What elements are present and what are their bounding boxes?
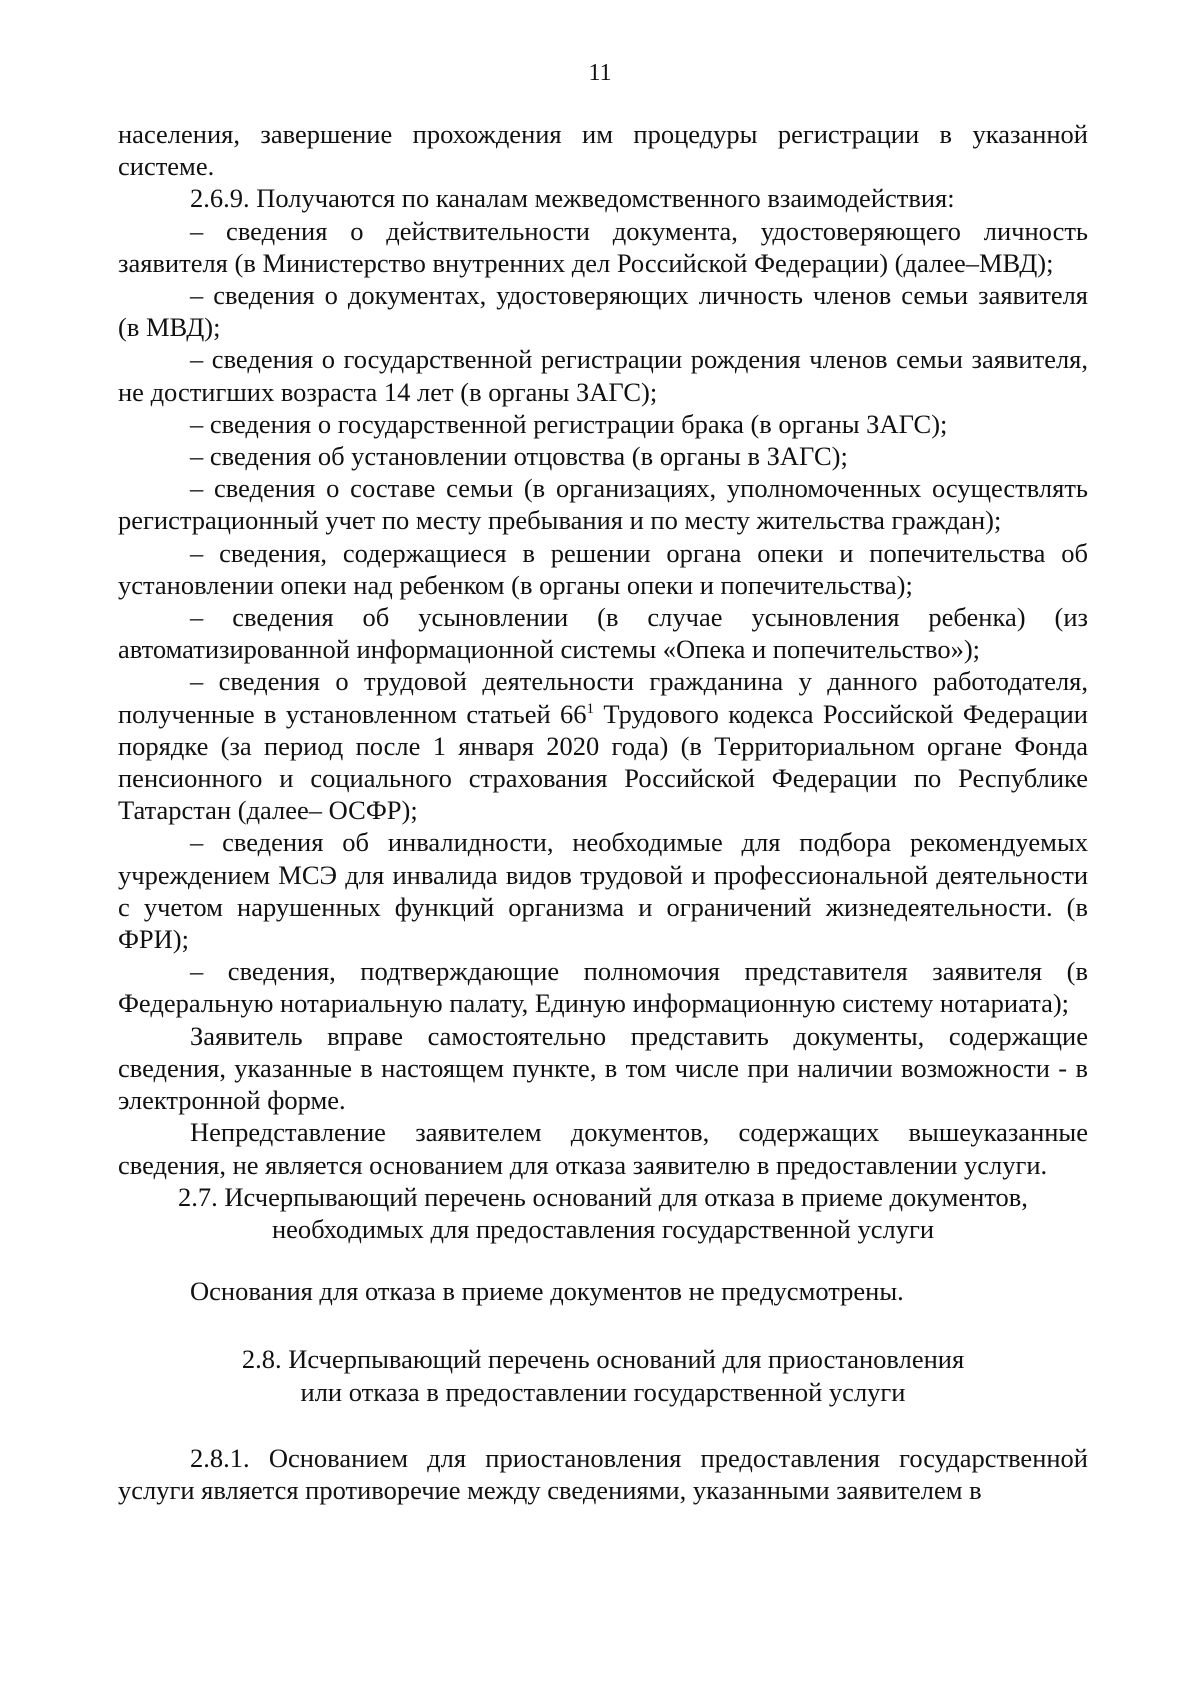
paragraph-2-8-1: 2.8.1. Основанием для приостановления предоставления государственной услуги является противоречие между сведениями, указанными заявителем в <box>118 1442 1088 1505</box>
list-item-labor-activity <box>118 665 1088 826</box>
list-item-disability: – сведения об инвалидности, необходимые для подбора рекомендуемых учреждением МСЭ для инвалида видов трудовой и профессиональной деятельности с учетом нарушенных функций организма и ограничений жизнедеятельности. (в ФРИ); <box>118 827 1088 955</box>
spacer <box>118 1245 1088 1275</box>
heading-2-8-line2: или отказа в предоставлении государственной услуги <box>300 1376 906 1407</box>
spacer <box>118 1307 1088 1343</box>
section-heading-2-7 <box>118 1181 1088 1245</box>
list-item-representative: – сведения, подтверждающие полномочия представителя заявителя (в Федеральную нотариальную палату, Единую информационную систему нотариата); <box>118 956 1088 1019</box>
list-item-paternity: – сведения об установлении отцовства (в органы в ЗАГС); <box>190 441 848 472</box>
document-body <box>118 118 1088 1506</box>
paragraph-2-7-text: Основания для отказа в приеме документов не предусмотрены. <box>190 1276 904 1307</box>
labor-text-after: Трудового кодекса Российской Федерации порядке (за период после 1 января 2020 года) (в Территориальном органе Фонда пенсионного и социального страхования Российской Федерации по Республике Татарстан (далее– ОСФР); <box>118 698 1088 826</box>
list-item-mvd-identity: – сведения о действительности документа, удостоверяющего личность заявителя (в Министерство внутренних дел Российской Федерации) (далее–МВД); <box>118 215 1088 278</box>
labor-text-before: – сведения о трудовой деятельности гражданина у данного работодателя, полученные в установленном статьей 66 <box>118 666 1088 729</box>
heading-2-7-line1: 2.7. Исчерпывающий перечень оснований для отказа в приеме документов, <box>178 1181 1028 1212</box>
list-item-family-composition: – сведения о составе семьи (в организациях, уполномоченных осуществлять регистрационный учет по месту пребывания и по месту жительства граждан); <box>118 473 1088 536</box>
list-item-adoption: – сведения об усыновлении (в случае усыновления ребенка) (из автоматизированной информационной системы «Опека и попечительство»); <box>118 602 1088 665</box>
heading-2-8-line1: 2.8. Исчерпывающий перечень оснований для приостановления <box>241 1344 965 1375</box>
page-number: 11 <box>588 60 612 86</box>
spacer <box>118 1408 1088 1442</box>
paragraph-continuation: населения, завершение прохождения им процедуры регистрации в указанной системе. <box>118 119 1088 182</box>
paragraph-2-6-9: 2.6.9. Получаются по каналам межведомственного взаимодействия: <box>190 183 955 214</box>
list-item-guardianship: – сведения, содержащиеся в решении органа опеки и попечительства об установлении опеки над ребенком (в органы опеки и попечительства); <box>118 537 1088 600</box>
paragraph-non-submission: Непредставление заявителем документов, содержащих вышеуказанные сведения, не является основанием для отказа заявителю в предоставлении услуги. <box>118 1117 1088 1180</box>
list-item-marriage-registration: – сведения о государственной регистрации брака (в органы ЗАГС); <box>190 408 948 439</box>
list-item-birth-registration: – сведения о государственной регистрации рождения членов семьи заявителя, не достигших возраста 14 лет (в органы ЗАГС); <box>118 344 1088 407</box>
heading-2-7-line2: необходимых для предоставления государственной услуги <box>271 1213 935 1244</box>
paragraph-applicant-right: Заявитель вправе самостоятельно представить документы, содержащие сведения, указанные в настоящем пункте, в том числе при наличии возможности - в электронной форме. <box>118 1020 1088 1116</box>
footnote-superscript: 1 <box>586 700 595 717</box>
section-heading-2-8 <box>118 1343 1088 1407</box>
list-item-family-documents: – сведения о документах, удостоверяющих личность членов семьи заявителя (в МВД); <box>118 280 1088 343</box>
